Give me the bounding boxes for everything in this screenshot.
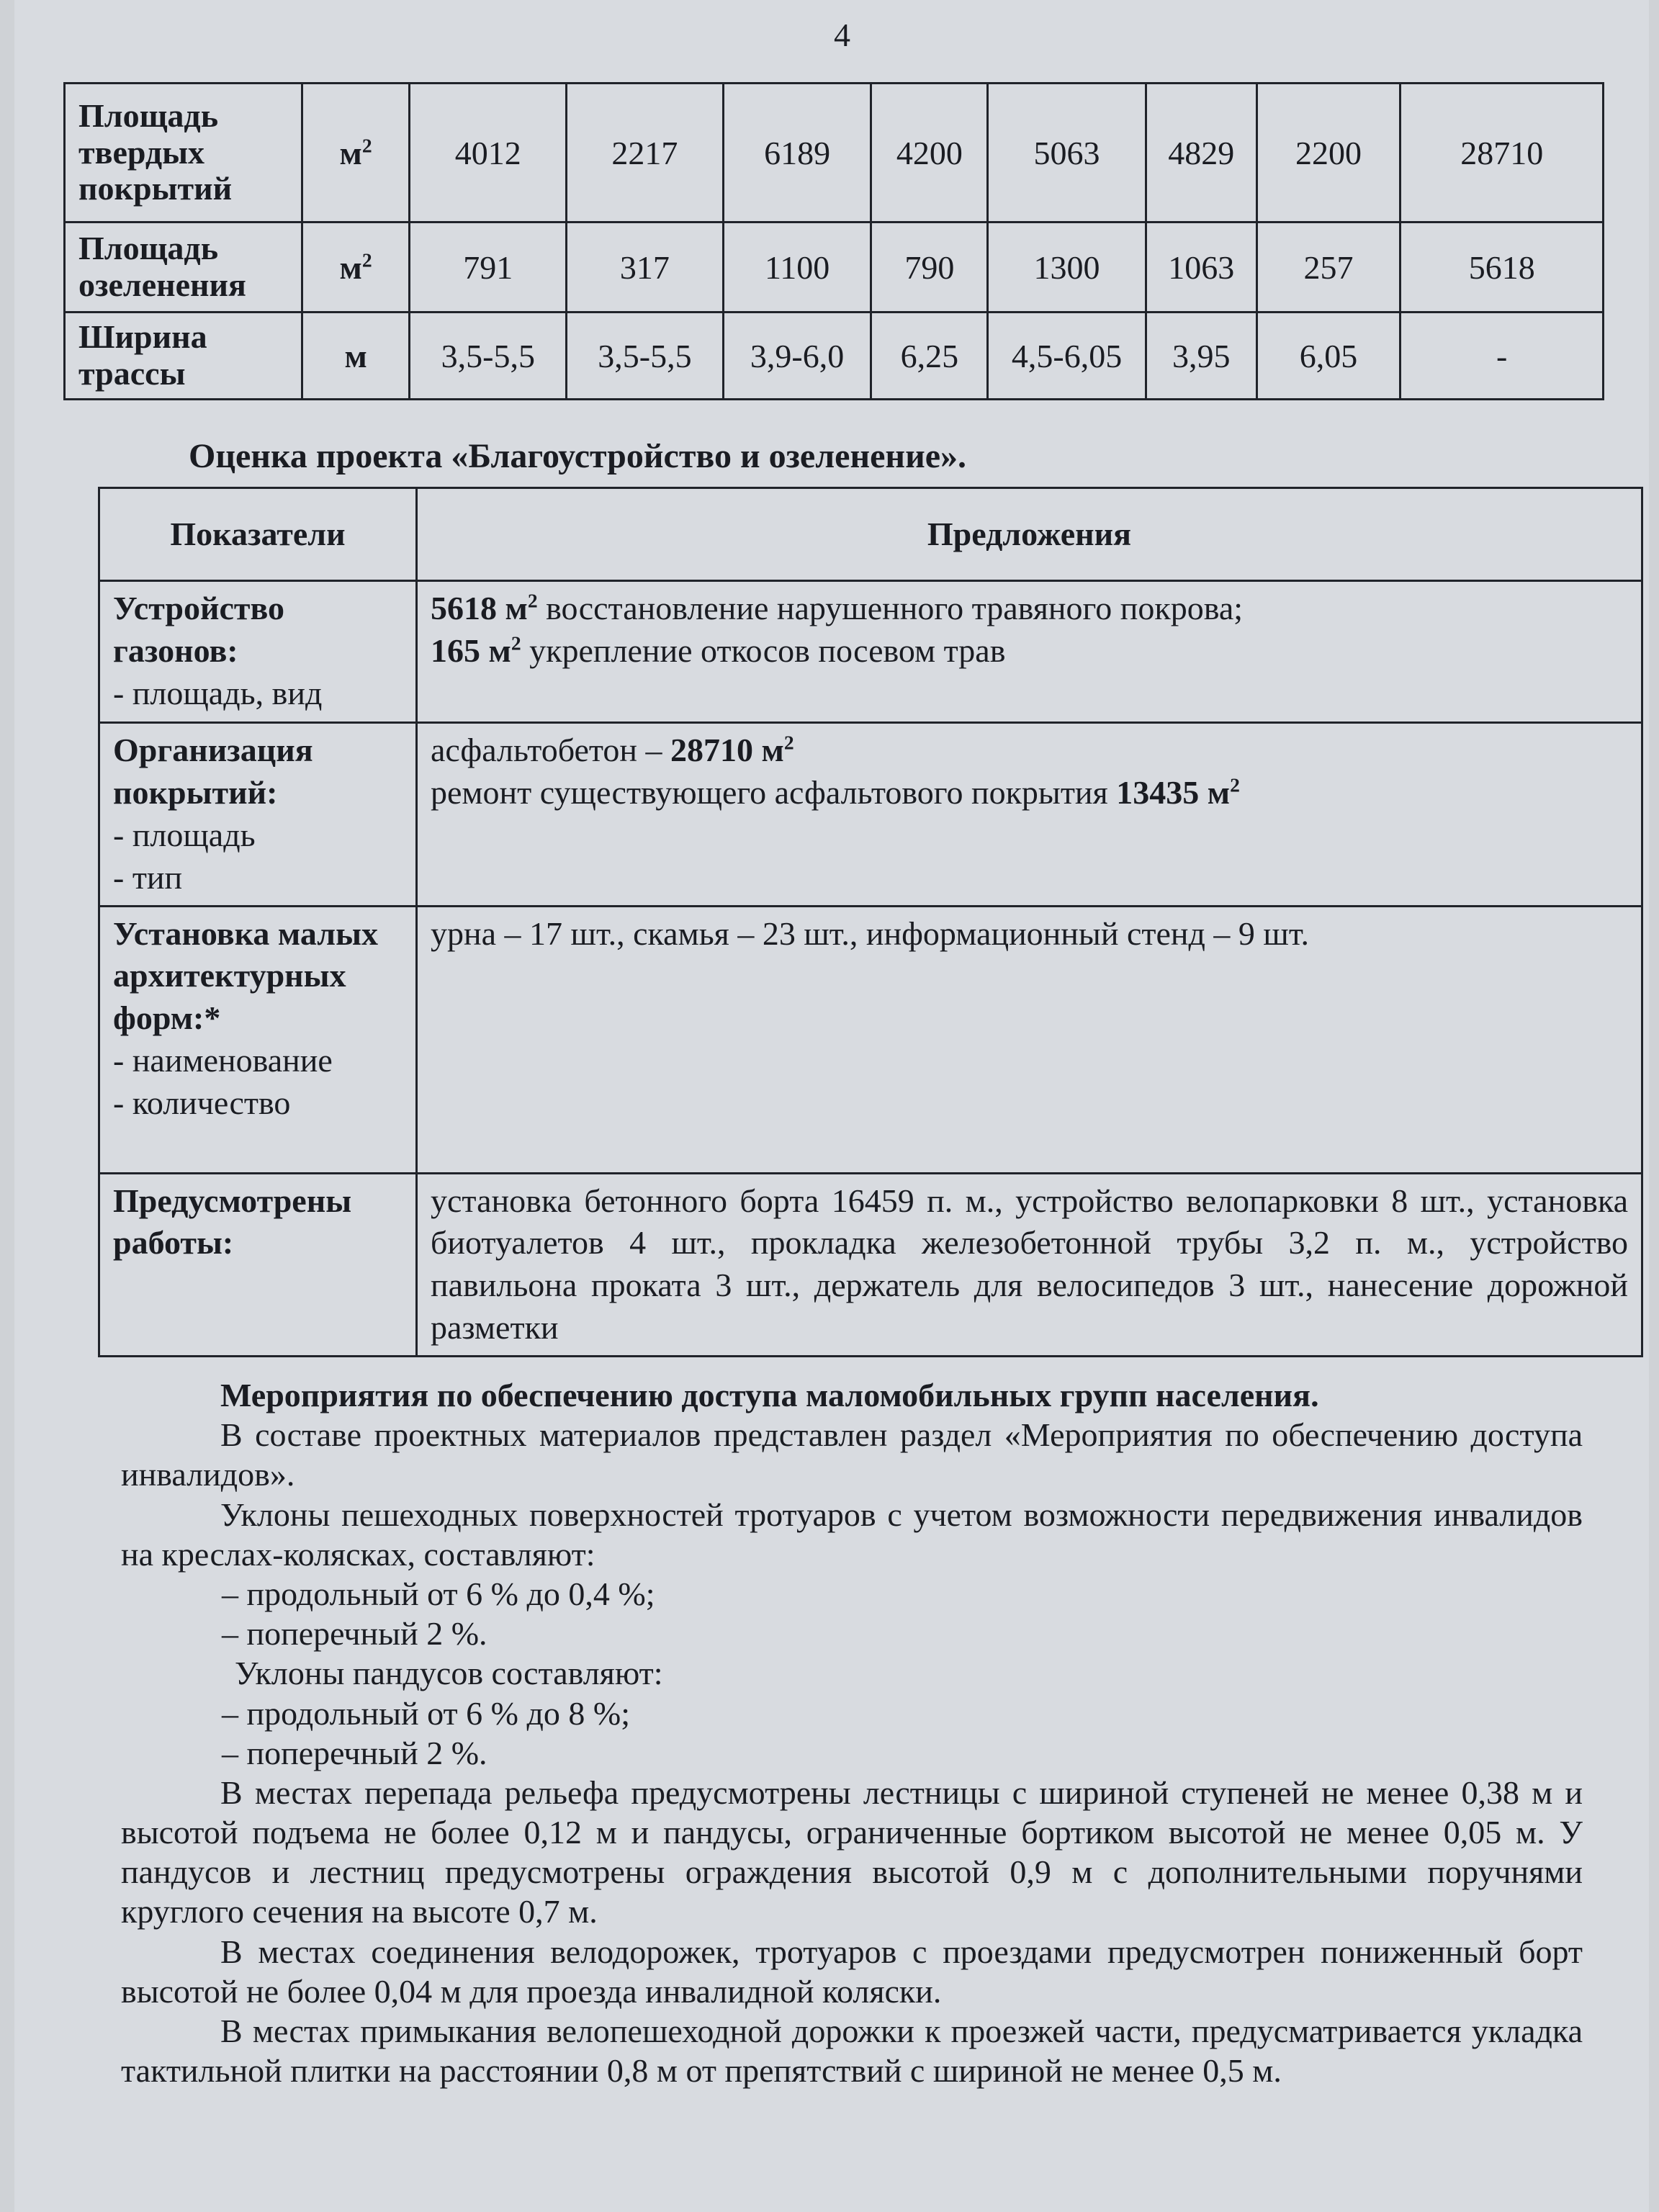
total-cell: 5618	[1401, 222, 1604, 313]
row-label: Площадь твердых покрытий	[65, 84, 302, 222]
unit-cell: $м^2$	[302, 222, 410, 313]
header-indicators: Показатели	[99, 488, 417, 581]
value-cell: 4012	[410, 84, 567, 222]
row-label: Ширина трассы	[65, 313, 302, 400]
indicator-sub: - тип	[113, 858, 183, 896]
table-row	[99, 1173, 1642, 1357]
header-proposals: Предложения	[417, 488, 1642, 581]
value-cell: 257	[1256, 222, 1401, 313]
proposal-cell: урна – 17 шт., скамья – 23 шт., информационный стенд – 9 шт.	[417, 906, 1642, 1173]
value-cell: 791	[410, 222, 567, 313]
unit-cell: $м^2$	[302, 84, 410, 222]
value-cell: 3,5-5,5	[567, 313, 724, 400]
header-row	[99, 488, 1642, 581]
indicator-title: Организация покрытий:	[113, 732, 313, 811]
unit-cell: м	[302, 313, 410, 400]
total-cell: 28710	[1401, 84, 1604, 222]
accessibility-section	[121, 1375, 1583, 2090]
total-cell: -	[1401, 313, 1604, 400]
indicator-title: Установка малых архитектурных форм:*	[113, 914, 379, 1037]
table-row	[65, 313, 1604, 400]
value-cell: 3,95	[1146, 313, 1256, 400]
value-cell: 4200	[871, 84, 988, 222]
value-cell: 2200	[1256, 84, 1401, 222]
table-row	[99, 906, 1642, 1173]
paragraph: В местах соединения велодорожек, тротуаров с проездами предусмотрен пониженный борт высотой не более 0,04 м для проезда инвалидной коляски.	[121, 1933, 1583, 2010]
table-row	[65, 222, 1604, 313]
table2-title: Оценка проекта «Благоустройство и озеленение».	[189, 437, 967, 475]
indicator-cell	[99, 1173, 417, 1357]
paragraph: Уклоны пешеходных поверхностей тротуаров с учетом возможности передвижения инвалидов на креслах-колясках, составляют:	[121, 1496, 1583, 1573]
paragraph: В местах перепада рельефа предусмотрены лестницы с шириной ступеней не менее 0,38 м и высотой подъема не более 0,12 м и пандусы, ограниченные бортиком высотой не менее 0,05 м. У пандусов и лестниц предусмотрены ограждения высотой 0,9 м с дополнительными поручнями круглого сечения на высоте 0,7 м.	[121, 1773, 1583, 1930]
indicator-title: Устройство газонов:	[113, 590, 284, 669]
paragraph: Уклоны пандусов составляют:	[235, 1655, 663, 1692]
indicator-sub: - площадь, вид	[113, 674, 323, 711]
paragraph: В составе проектных материалов представлен раздел «Мероприятия по обеспечению доступа инвалидов».	[121, 1416, 1583, 1493]
value-cell: 317	[567, 222, 724, 313]
list-item: – поперечный 2 %.	[222, 1734, 487, 1771]
section-heading: Мероприятия по обеспечению доступа маломобильных групп населения.	[220, 1377, 1319, 1413]
value-cell: 6,25	[871, 313, 988, 400]
indicator-sub: - наименование	[113, 1042, 333, 1079]
proposal-cell: установка бетонного борта 16459 п. м., устройство велопарковки 8 шт., установка биотуалетов 4 шт., прокладка железобетонной трубы 3,2 п. м., устройство павильона проката 3 шт., держатель для велосипедов 3 шт., нанесение дорожной разметки	[417, 1173, 1642, 1357]
list-item: – продольный от 6 % до 8 %;	[222, 1694, 630, 1732]
paragraph: В местах примыкания велопешеходной дорожки к проезжей части, предусматривается укладка тактильной плитки на расстоянии 0,8 м от препятствий с шириной не менее 0,5 м.	[121, 2013, 1583, 2090]
value-cell: 3,9-6,0	[723, 313, 871, 400]
indicator-cell	[99, 906, 417, 1173]
proposal-cell: асфальтобетон – 28710 $м^2$ ремонт существующего асфальтового покрытия 13435 $м^2$	[417, 723, 1642, 907]
page-number: 4	[834, 17, 850, 53]
project-evaluation-table	[98, 487, 1643, 1357]
table-row	[99, 581, 1642, 723]
value-cell: 4,5-6,05	[988, 313, 1146, 400]
value-cell: 4829	[1146, 84, 1256, 222]
value-cell: 3,5-5,5	[410, 313, 567, 400]
list-item: – продольный от 6 % до 0,4 %;	[222, 1575, 655, 1612]
indicator-cell	[99, 723, 417, 907]
indicator-sub: - площадь	[113, 816, 256, 853]
value-cell: 6,05	[1256, 313, 1401, 400]
indicator-sub: - количество	[113, 1084, 291, 1121]
value-cell: 6189	[723, 84, 871, 222]
table-row	[99, 723, 1642, 907]
value-cell: 1300	[988, 222, 1146, 313]
value-cell: 5063	[988, 84, 1146, 222]
proposal-cell: 5618 $м^2$ восстановление нарушенного травяного покрова; 165 $м^2$ укрепление откосов посевом трав	[417, 581, 1642, 723]
value-cell: 1100	[723, 222, 871, 313]
area-summary-table	[63, 82, 1604, 400]
document-page	[14, 0, 1649, 2212]
table-row	[65, 84, 1604, 222]
list-item: – поперечный 2 %.	[222, 1615, 487, 1653]
value-cell: 1063	[1146, 222, 1256, 313]
indicator-title: Предусмотрены работы:	[113, 1182, 352, 1262]
value-cell: 2217	[567, 84, 724, 222]
row-label: Площадь озеленения	[65, 222, 302, 313]
indicator-cell	[99, 581, 417, 723]
value-cell: 790	[871, 222, 988, 313]
